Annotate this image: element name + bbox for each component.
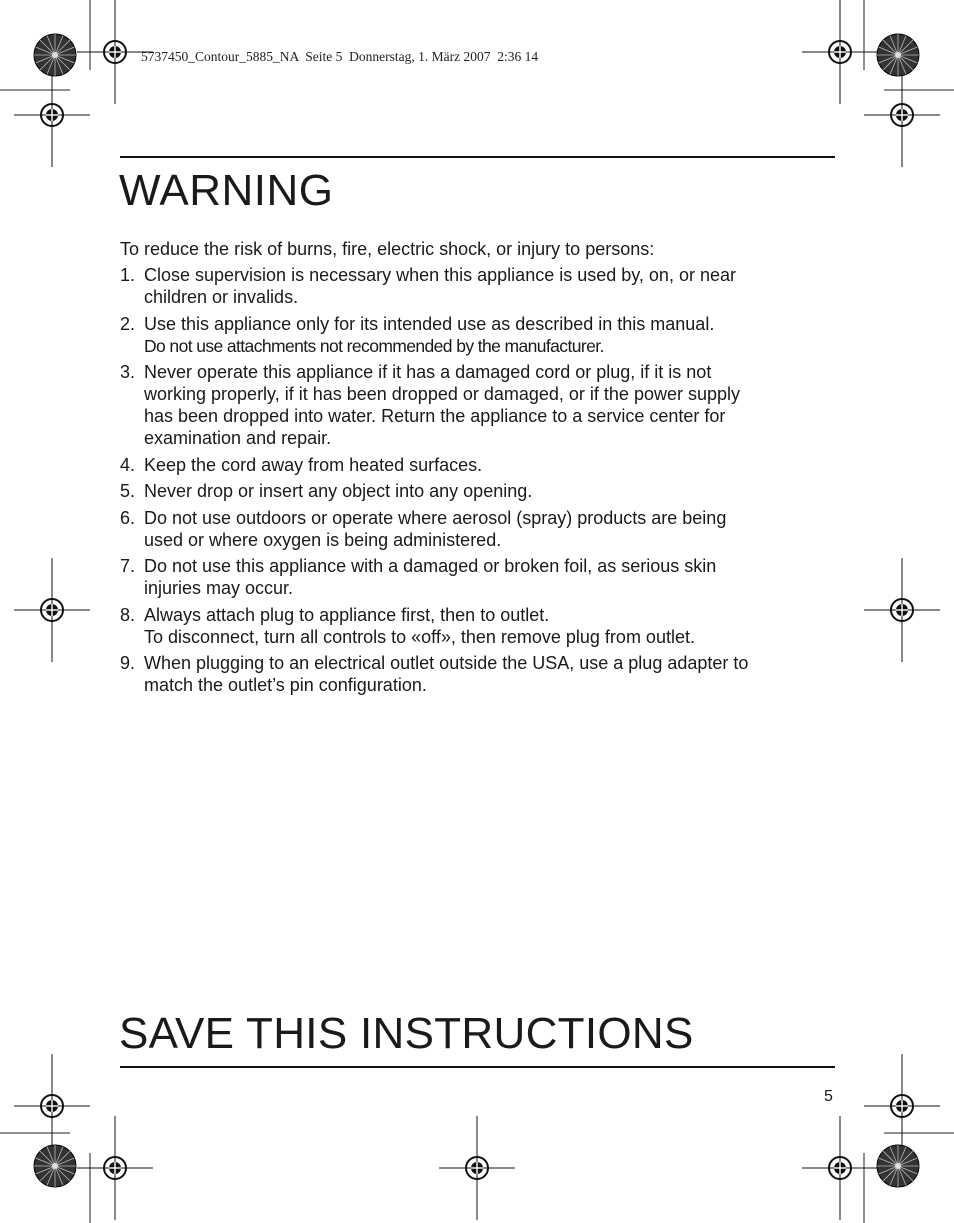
warning-item <box>120 480 835 502</box>
page-number: 5 <box>824 1088 833 1105</box>
warning-item-text: match the outlet’s pin configuration. <box>144 675 427 695</box>
warning-title: WARNING <box>119 166 334 215</box>
warning-item-text: Never operate this appliance if it has a damaged cord or plug, if it is not <box>144 362 712 382</box>
warning-item-text: Do not use outdoors or operate where aerosol (spray) products are being <box>144 507 727 528</box>
warning-item-text: Do not use this appliance with a damaged or broken foil, as serious skin <box>144 556 717 576</box>
warning-item-text: injuries may occur. <box>144 578 294 598</box>
warning-item-number: 7. <box>120 556 136 576</box>
warning-item-text: examination and repair. <box>144 428 332 448</box>
warning-item-number: 5. <box>120 481 136 501</box>
save-instructions-title: SAVE THIS INSTRUCTIONS <box>119 1009 694 1058</box>
warning-item-text: Keep the cord away from heated surfaces. <box>144 454 483 475</box>
warning-item-number: 2. <box>120 313 136 334</box>
warning-item <box>120 604 835 648</box>
warning-item-text: Close supervision is necessary when this appliance is used by, on, or near <box>144 265 736 285</box>
bottom-divider <box>120 1066 835 1068</box>
warning-item-number: 6. <box>120 507 136 528</box>
warning-item <box>120 555 835 599</box>
print-slug-header: 5737450_Contour_5885_NA Seite 5 Donnerstag, 1. März 2007 2:36 14 <box>141 49 539 64</box>
warning-item-text: Never drop or insert any object into any opening. <box>144 481 533 501</box>
warning-item <box>120 264 835 308</box>
warning-item-number: 9. <box>120 653 136 673</box>
warning-item-text: When plugging to an electrical outlet outside the USA, use a plug adapter to <box>144 653 749 673</box>
warning-item <box>120 454 835 476</box>
warning-item-text: Do not use attachments not recommended by the manufacturer. <box>144 335 604 356</box>
warning-item-number: 3. <box>120 362 136 382</box>
warning-intro: To reduce the risk of burns, fire, electric shock, or injury to persons: <box>120 239 655 259</box>
warning-item <box>120 313 835 357</box>
warning-item <box>120 652 835 696</box>
warning-list <box>120 264 835 701</box>
warning-item <box>120 507 835 551</box>
warning-item-text: Use this appliance only for its intended use as described in this manual. <box>144 313 715 334</box>
warning-item <box>120 361 835 449</box>
warning-item-text: children or invalids. <box>144 287 299 307</box>
warning-item-text: working properly, if it has been dropped or damaged, or if the power supply <box>144 384 741 404</box>
warning-item-text: To disconnect, turn all controls to «off», then remove plug from outlet. <box>144 626 695 647</box>
warning-item-text: has been dropped into water. Return the appliance to a service center for <box>144 406 726 426</box>
warning-item-text: Always attach plug to appliance first, then to outlet. <box>144 604 550 625</box>
warning-item-text: used or where oxygen is being administered. <box>144 529 502 550</box>
top-divider <box>120 156 835 158</box>
warning-item-number: 4. <box>120 454 136 475</box>
warning-item-number: 1. <box>120 265 136 285</box>
warning-item-number: 8. <box>120 604 136 625</box>
